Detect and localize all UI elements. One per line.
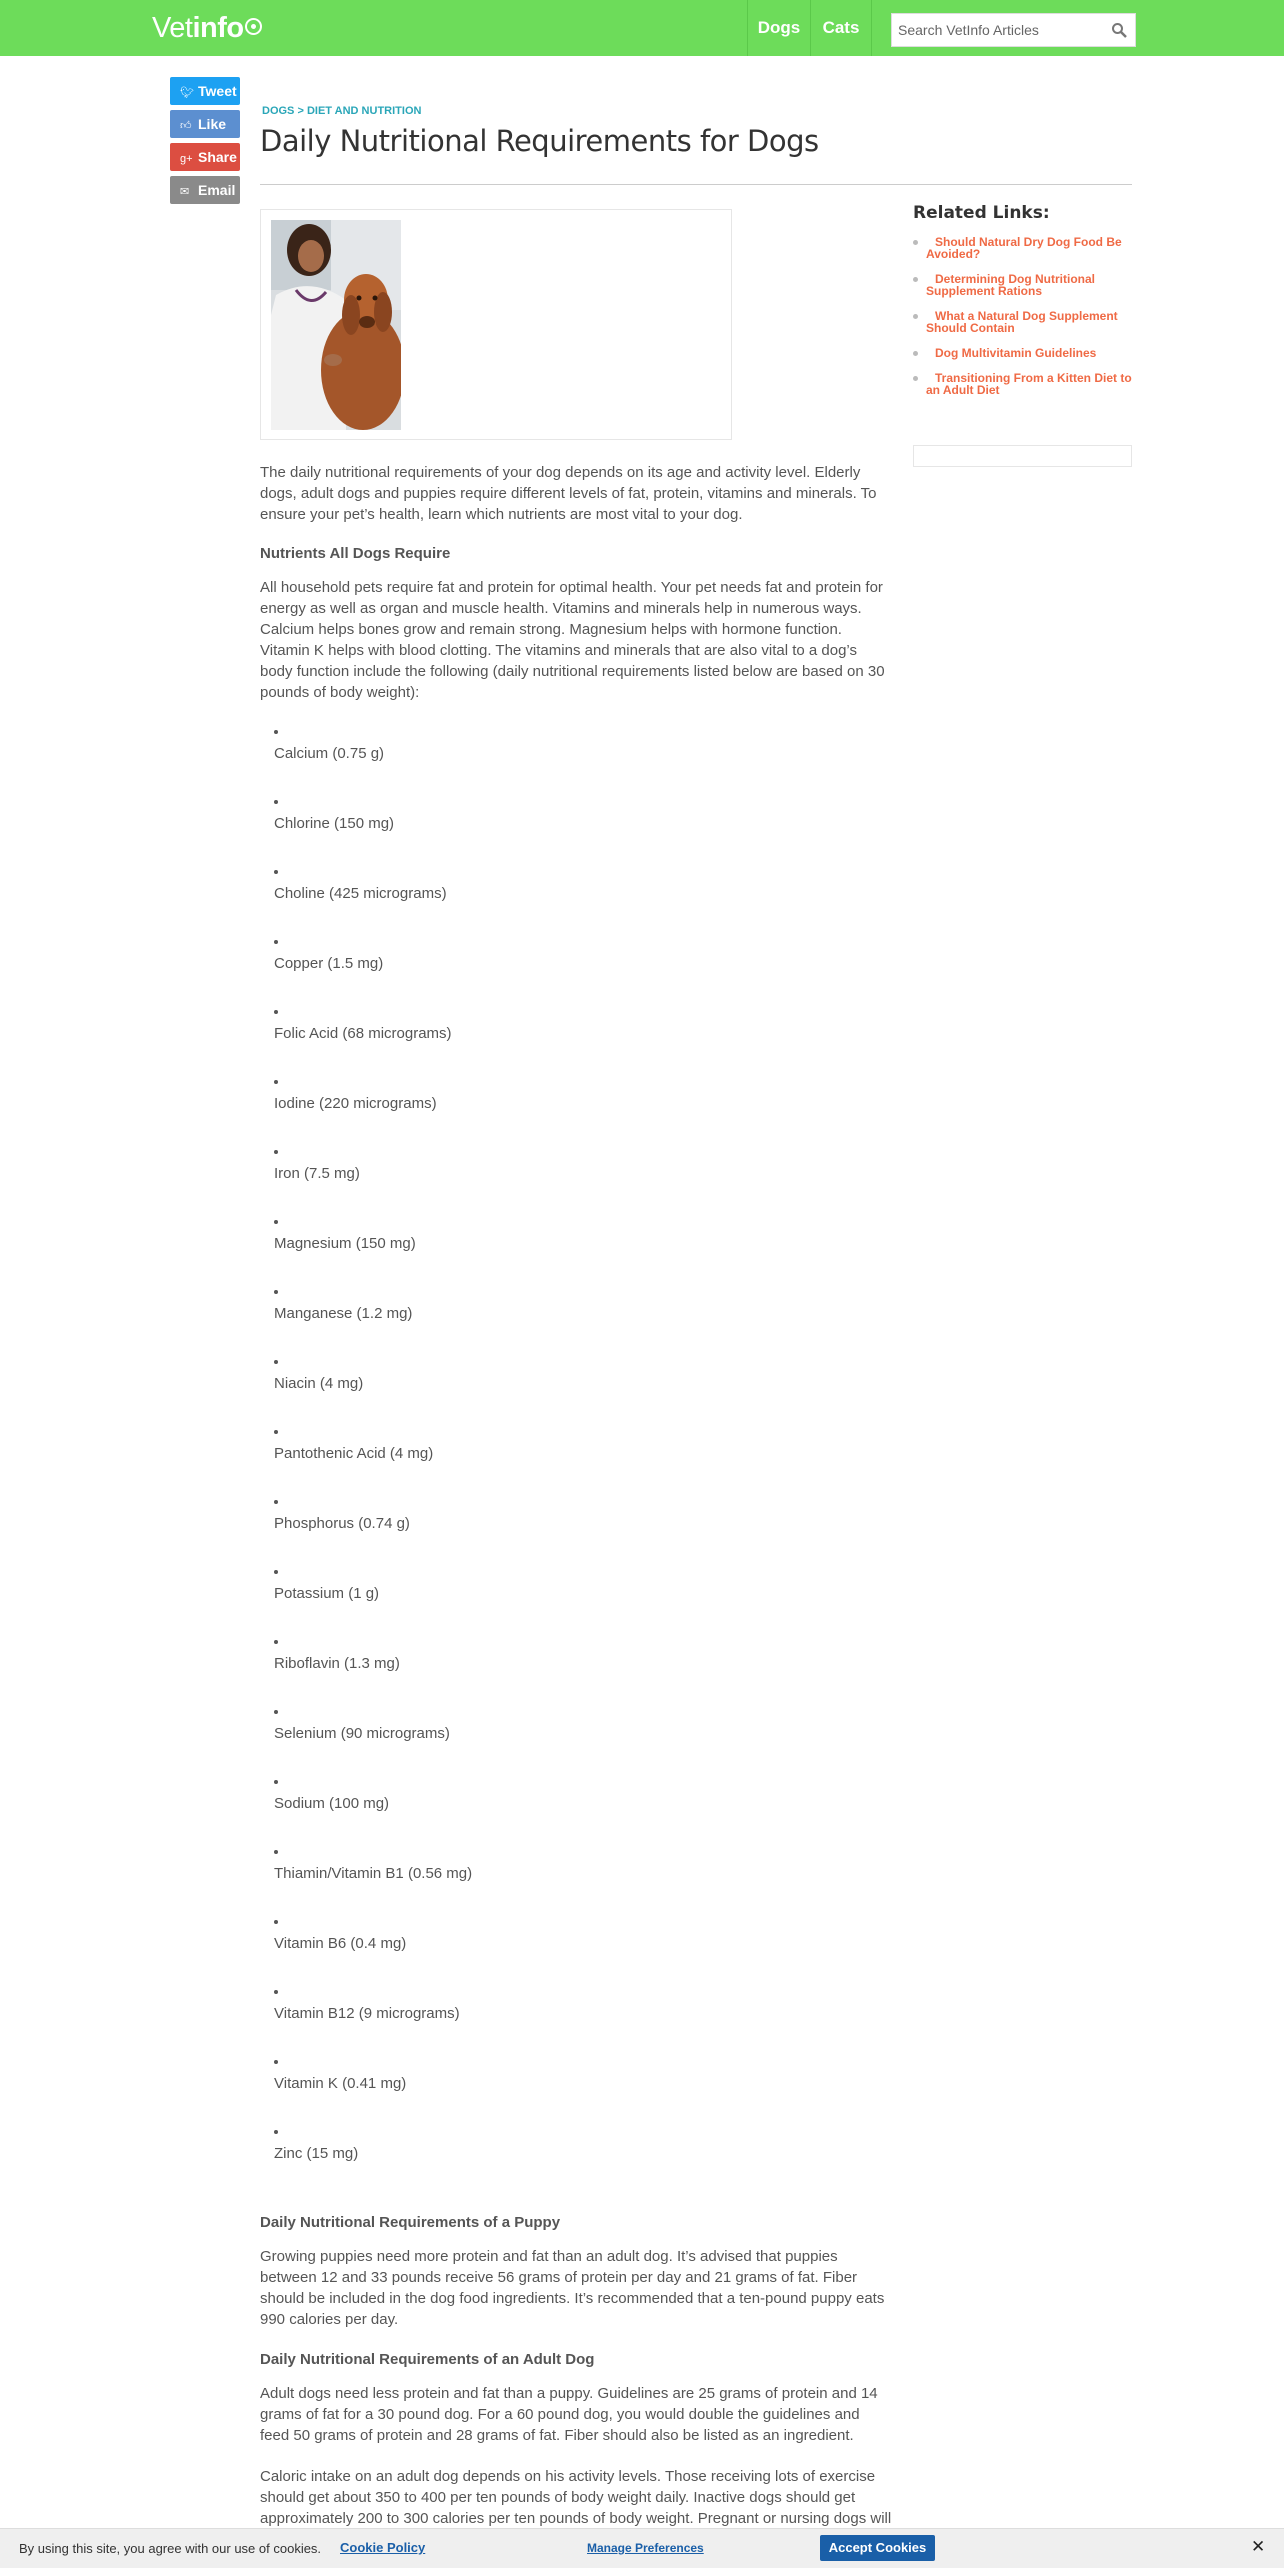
thumbs-up-icon: 👍︎ <box>180 120 192 132</box>
cookie-bar <box>0 2528 1284 2568</box>
nav-cats[interactable]: Cats <box>810 0 872 56</box>
list-item: Vitamin K (0.41 mg) <box>274 2052 774 2122</box>
google-plus-icon: g+ <box>180 153 193 165</box>
twitter-icon: 🐦︎ <box>180 87 194 99</box>
related-link[interactable]: Dog Multivitamin Guidelines <box>913 347 1133 359</box>
search-input[interactable] <box>892 14 1102 46</box>
list-item: Niacin (4 mg) <box>274 1352 774 1422</box>
intro-paragraph: The daily nutritional requirements of your dog depends on its age and activity level. Elderly dogs, adult dogs and puppies require different levels of fat, protein, vitamins and minerals. To ensure your pet’s health, learn which nutrients are most vital to your dog. <box>260 464 877 523</box>
nutrients-list <box>274 722 774 2192</box>
page-title: Daily Nutritional Requirements for Dogs <box>260 124 819 158</box>
list-item: Riboflavin (1.3 mg) <box>274 1632 774 1702</box>
list-item: Zinc (15 mg) <box>274 2122 774 2192</box>
list-item: Magnesium (150 mg) <box>274 1212 774 1282</box>
list-item: Folic Acid (68 micrograms) <box>274 1002 774 1072</box>
accept-cookies-button[interactable]: Accept Cookies <box>820 2535 935 2561</box>
article-image-box <box>260 209 732 440</box>
cookie-policy-link[interactable]: Cookie Policy <box>340 2540 426 2555</box>
list-item: Sodium (100 mg) <box>274 1772 774 1842</box>
tweet-button[interactable]: 🐦︎ Tweet <box>170 77 240 105</box>
nutrients-paragraph: All household pets require fat and protein for optimal health. Your pet needs fat and protein for energy as well as organ and muscle health. Vitamins and minerals help in numerous ways. Calcium helps bones grow and remain strong. Magnesium helps with hormone function. Vitamin K helps with blood clotting. The vitamins and minerals that are also vital to a dog’s body function include the following (daily nutritional requirements listed below are based on 30 pounds of body weight): <box>260 579 885 701</box>
breadcrumb-separator: > <box>297 105 304 117</box>
related-link[interactable]: What a Natural Dog Supplement Should Contain <box>913 310 1133 334</box>
puppy-paragraph: Growing puppies need more protein and fat than an adult dog. It’s advised that puppies between 12 and 33 pounds receive 56 grams of protein per day and 21 grams of fat. Fiber should be included in the dog food ingredients. It’s recommended that a ten-pound puppy eats 990 calories per day. <box>260 2248 885 2328</box>
top-navigation-bar <box>0 0 1284 56</box>
list-item: Manganese (1.2 mg) <box>274 1282 774 1352</box>
section-heading-puppy: Daily Nutritional Requirements of a Puppy <box>260 2214 561 2231</box>
like-button[interactable]: 👍︎ Like <box>170 110 240 138</box>
google-plus-share-button[interactable]: g+ Share <box>170 143 240 171</box>
manage-preferences-link[interactable]: Manage Preferences <box>587 2541 704 2555</box>
related-link[interactable]: Should Natural Dry Dog Food Be Avoided? <box>913 236 1133 260</box>
breadcrumb-dogs[interactable]: DOGS <box>262 105 295 117</box>
list-item: Phosphorus (0.74 g) <box>274 1492 774 1562</box>
nav-dogs[interactable]: Dogs <box>747 0 810 56</box>
caloric-paragraph: Caloric intake on an adult dog depends on his activity levels. Those receiving lots of exercise should get about 350 to 400 per ten pounds of body weight daily. Inactive dogs should get approximately 200 to 300 calories per ten pounds of body weight. Pregnant or nursing dogs will <box>260 2468 892 2527</box>
sidebar-ad-box <box>913 445 1132 467</box>
breadcrumb-diet[interactable]: DIET AND NUTRITION <box>306 105 422 117</box>
list-item: Iodine (220 micrograms) <box>274 1072 774 1142</box>
paw-icon <box>245 18 262 35</box>
list-item: Iron (7.5 mg) <box>274 1142 774 1212</box>
related-links-list <box>913 236 1133 409</box>
email-button[interactable]: ✉ Email <box>170 176 240 204</box>
cookie-text: By using this site, you agree with our use of cookies. <box>19 2541 322 2556</box>
list-item: Potassium (1 g) <box>274 1562 774 1632</box>
vet-with-dog-photo <box>271 220 401 430</box>
related-link[interactable]: Transitioning From a Kitten Diet to an Adult Diet <box>913 372 1133 396</box>
list-item: Copper (1.5 mg) <box>274 932 774 1002</box>
list-item: Vitamin B6 (0.4 mg) <box>274 1912 774 1982</box>
section-heading-adult: Daily Nutritional Requirements of an Adult Dog <box>260 2351 595 2368</box>
section-heading-nutrients: Nutrients All Dogs Require <box>260 545 451 562</box>
vetinfo-logo[interactable]: Vetinfo <box>152 12 262 45</box>
list-item: Vitamin B12 (9 micrograms) <box>274 1982 774 2052</box>
list-item: Choline (425 micrograms) <box>274 862 774 932</box>
adult-paragraph: Adult dogs need less protein and fat than a puppy. Guidelines are 25 grams of protein and 14 grams of fat for a 30 pound dog. For a 60 pound dog, you would double the guidelines and feed 50 grams of protein and 28 grams of fat. Fiber should also be listed as an ingredient. <box>260 2385 878 2444</box>
envelope-icon: ✉ <box>180 186 190 198</box>
breadcrumb <box>262 105 421 117</box>
related-links-title: Related Links: <box>913 203 1050 223</box>
close-icon[interactable]: ✕ <box>1251 2537 1266 2556</box>
search-box <box>891 13 1136 47</box>
list-item: Chlorine (150 mg) <box>274 792 774 862</box>
list-item: Calcium (0.75 g) <box>274 722 774 792</box>
related-link[interactable]: Determining Dog Nutritional Supplement Rations <box>913 273 1133 297</box>
search-icon[interactable] <box>1111 22 1127 38</box>
divider <box>260 184 1132 185</box>
list-item: Thiamin/Vitamin B1 (0.56 mg) <box>274 1842 774 1912</box>
list-item: Pantothenic Acid (4 mg) <box>274 1422 774 1492</box>
list-item: Selenium (90 micrograms) <box>274 1702 774 1772</box>
